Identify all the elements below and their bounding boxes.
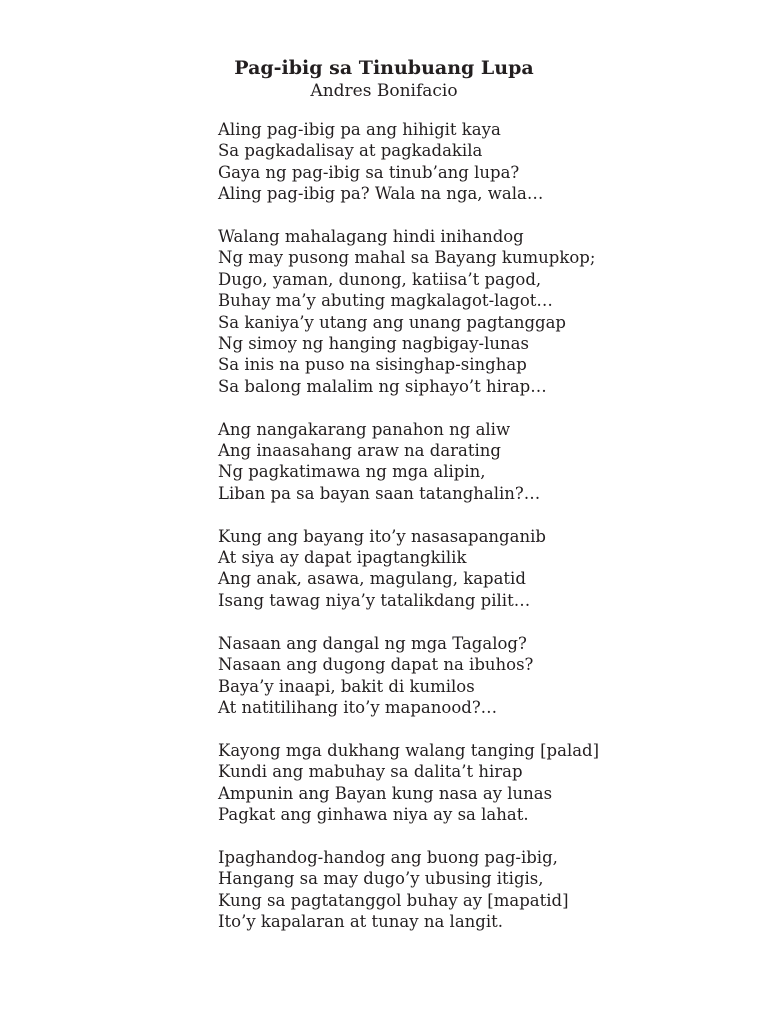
poem-line: Nasaan ang dugong dapat na ibuhos? bbox=[218, 655, 534, 675]
stanza bbox=[218, 740, 738, 826]
stanza bbox=[218, 633, 738, 719]
poem-line: Baya’y inaapi, bakit di kumilos bbox=[218, 676, 475, 696]
poem-line: Ng simoy ng hanging nagbigay-lunas bbox=[218, 334, 529, 354]
poem-line: Isang tawag niya’y tatalikdang pilit… bbox=[218, 590, 531, 610]
poem-line: Sa balong malalim ng siphayo’t hirap… bbox=[218, 376, 547, 396]
poem-line: Aling pag-ibig pa? Wala na nga, wala… bbox=[218, 184, 544, 204]
poem-line: Hangang sa may dugo’y ubusing itigis, bbox=[218, 869, 544, 889]
stanza bbox=[218, 847, 738, 933]
poem-line: Walang mahalagang hindi inihandog bbox=[218, 227, 524, 247]
poem-line: Ang anak, asawa, magulang, kapatid bbox=[218, 569, 526, 589]
poem-line: Ang nangakarang panahon ng aliw bbox=[218, 419, 511, 439]
poem-line: Ampunin ang Bayan kung nasa ay lunas bbox=[218, 783, 553, 803]
poem-line: Ipaghandog-handog ang buong pag-ibig, bbox=[218, 847, 558, 867]
poem-line: Sa inis na puso na sisinghap-singhap bbox=[218, 355, 527, 375]
poem-line: Sa kaniya’y utang ang unang pagtanggap bbox=[218, 312, 566, 332]
poem-author: Andres Bonifacio bbox=[310, 81, 458, 101]
poem-line: At natitilihang ito’y mapanood?… bbox=[218, 697, 498, 717]
poem-line: At siya ay dapat ipagtangkilik bbox=[218, 548, 467, 568]
stanza bbox=[218, 419, 738, 505]
poem-line: Kung ang bayang ito’y nasasapanganib bbox=[218, 526, 546, 546]
stanza bbox=[218, 226, 738, 397]
poem-line: Nasaan ang dangal ng mga Tagalog? bbox=[218, 633, 527, 653]
poem-line: Pagkat ang ginhawa niya ay sa lahat. bbox=[218, 804, 529, 824]
poem-line: Liban pa sa bayan saan tatanghalin?… bbox=[218, 483, 541, 503]
poem-line: Kundi ang mabuhay sa dalita’t hirap bbox=[218, 762, 523, 782]
poem-line: Buhay ma’y abuting magkalagot-lagot… bbox=[218, 291, 553, 311]
poem-line: Ang inaasahang araw na darating bbox=[218, 441, 501, 461]
poem-line: Gaya ng pag-ibig sa tinub’ang lupa? bbox=[218, 162, 520, 182]
poem-body bbox=[218, 119, 738, 954]
poem-line: Sa pagkadalisay at pagkadakila bbox=[218, 141, 483, 161]
poem-line: Aling pag-ibig pa ang hihigit kaya bbox=[218, 120, 501, 139]
poem-line: Ng pagkatimawa ng mga alipin, bbox=[218, 462, 486, 482]
poem-line: Ito’y kapalaran at tunay na langit. bbox=[218, 911, 504, 931]
poem-title: Pag-ibig sa Tinubuang Lupa bbox=[234, 57, 534, 79]
stanza bbox=[218, 119, 738, 205]
poem-line: Dugo, yaman, dunong, katiisa’t pagod, bbox=[218, 269, 542, 289]
poem-line: Kung sa pagtatanggol buhay ay [mapatid] bbox=[218, 890, 569, 910]
poem-line: Ng may pusong mahal sa Bayang kumupkop; bbox=[218, 248, 596, 268]
poem-line: Kayong mga dukhang walang tanging [palad] bbox=[218, 740, 600, 760]
stanza bbox=[218, 526, 738, 612]
